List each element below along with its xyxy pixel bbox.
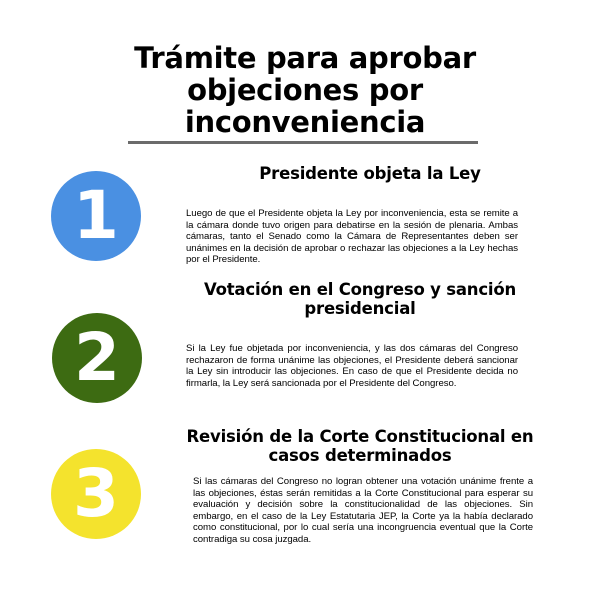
page-title: Trámite para aprobar objeciones por inconveniencia (134, 41, 476, 139)
step-3-description: Si las cámaras del Congreso no logran obtener una votación unánime frente a las objeciones, éstas serán remitidas a la Corte Constitucional para esperar su evaluación y decisión sobre la constitucionalidad de las objeciones. Sin embargo, en el caso de la Ley Estatutaria JEP, la Corte ya la había declarado como constitucional, por lo cual sería una incongruencia eventual que la Corte contradiga su cosa juzgada. (193, 476, 533, 545)
step-1-number: 1 (73, 177, 119, 254)
step-3-heading: Revisión de la Corte Constitucional en casos determinados (186, 427, 534, 465)
step-2-description: Si la Ley fue objetada por inconveniencia, y las dos cámaras del Congreso rechazaron de forma unánime las objeciones, el Presidente deberá sancionar la Ley sin introducir las objeciones. En caso de que el Presidente decida no firmarla, la Ley será sancionada por el Presidente del Congreso. (186, 343, 518, 389)
step-1-description: Luego de que el Presidente objeta la Ley por inconveniencia, esta se remite a la cámara donde tuvo origen para debatirse en la sesión de plenaria. Ambas cámaras, tanto el Senado como la Cámara de Representantes deben ser unánimes en la decisión de aprobar o rechazar las objeciones a la Ley hechas por el Presidente. (186, 208, 518, 266)
step-2-heading: Votación en el Congreso y sanción presidencial (203, 280, 517, 318)
step-3-number-circle (51, 449, 141, 539)
step-3-number: 3 (73, 455, 119, 532)
step-2-number-circle (52, 313, 142, 403)
title-underline (128, 141, 478, 144)
step-1-heading: Presidente objeta la Ley (259, 164, 481, 183)
step-2-number: 2 (74, 319, 120, 396)
step-1-number-circle (51, 171, 141, 261)
